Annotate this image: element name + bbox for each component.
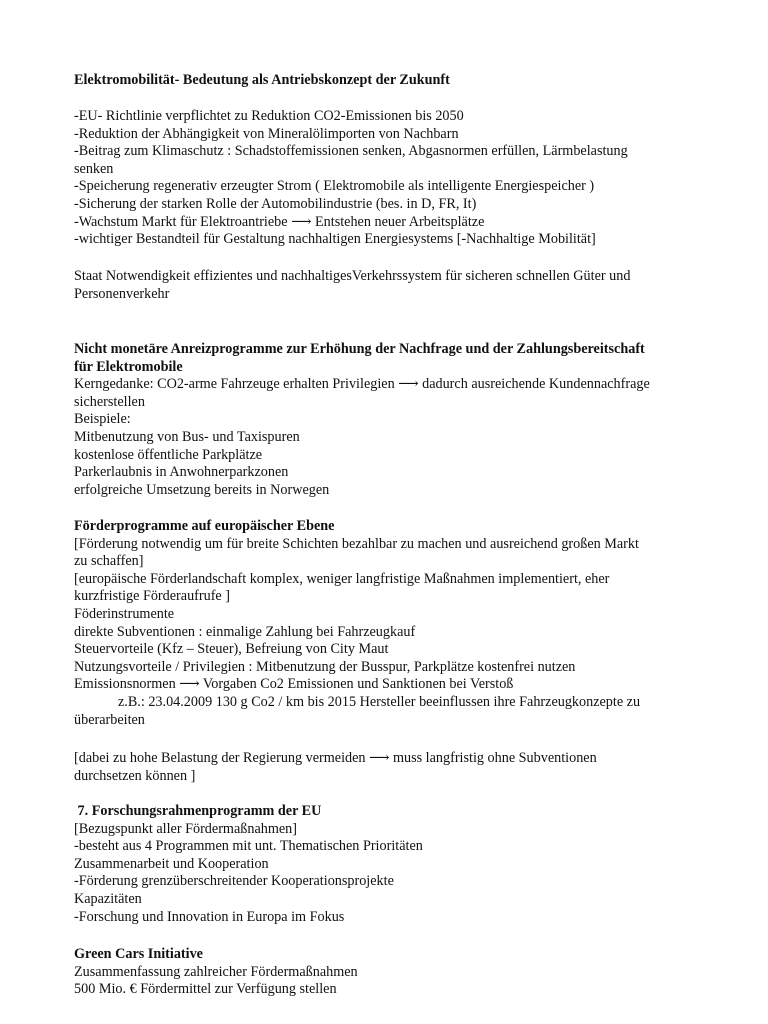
text-line: Zusammenarbeit und Kooperation [74, 855, 269, 872]
text-line: -Förderung grenzüberschreitender Kooperationsprojekte [74, 873, 394, 890]
text-line: Zusammenfassung zahlreicher Fördermaßnahmen [74, 963, 358, 980]
text-line: [europäische Förderlandschaft komplex, weniger langfristige Maßnahmen implementiert, eher [74, 570, 610, 587]
bullet-item: -Wachstum Markt für Elektroantriebe ⟶ Entstehen neuer Arbeitsplätze [74, 213, 485, 230]
bullet-list [74, 108, 694, 249]
paragraph-line: Personenverkehr [74, 285, 170, 302]
section-heading: Elektromobilität- Bedeutung als Antriebskonzept der Zukunft [74, 72, 450, 88]
section-foerderprogramme [74, 518, 694, 729]
text-line: direkte Subventionen : einmalige Zahlung bei Fahrzeugkauf [74, 623, 416, 640]
text-line: kurzfristige Förderaufrufe ] [74, 588, 230, 605]
text-line: 500 Mio. € Fördermittel zur Verfügung stellen [74, 981, 337, 998]
text-line: [Bezugspunkt aller Fördermaßnahmen] [74, 820, 297, 837]
text-line: zu schaffen] [74, 553, 144, 570]
text-line: -Forschung und Innovation in Europa im Fokus [74, 908, 345, 925]
bullet-item: -Sicherung der starken Rolle der Automobilindustrie (bes. in D, FR, It) [74, 195, 477, 212]
text-line: Beispiele: [74, 411, 131, 428]
text-line: überarbeiten [74, 711, 145, 728]
text-line: Parkerlaubnis in Anwohnerparkzonen [74, 464, 289, 481]
text-line: Kerngedanke: CO2-arme Fahrzeuge erhalten Privilegien ⟶ dadurch ausreichende Kundennachfrage [74, 376, 650, 393]
text-line: Föderinstrumente [74, 605, 175, 622]
paragraph-line: Staat Notwendigkeit effizientes und nachhaltigesVerkehrssystem für sicheren schnellen Güter und [74, 268, 631, 284]
section-green-cars [74, 946, 694, 999]
text-line: Nutzungsvorteile / Privilegien : Mitbenutzung der Busspur, Parkplätze kostenfrei nutzen [74, 658, 576, 675]
text-line: erfolgreiche Umsetzung bereits in Norwegen [74, 481, 330, 498]
bullet-item: senken [74, 160, 114, 177]
section-elektromobilitaet [74, 72, 694, 90]
bullet-item: -EU- Richtlinie verpflichtet zu Reduktion CO2-Emissionen bis 2050 [74, 108, 464, 124]
bullet-item: -Speicherung regenerativ erzeugter Strom ( Elektromobile als intelligente Energiespeicher ) [74, 178, 595, 195]
example-line: z.B.: 23.04.2009 130 g Co2 / km bis 2015 Hersteller beeinflussen ihre Fahrzeugkonzepte zu [118, 693, 641, 710]
note-block [74, 750, 694, 785]
text-line: kostenlose öffentliche Parkplätze [74, 446, 263, 463]
section-heading: 7. Forschungsrahmenprogramm der EU [74, 803, 322, 819]
text-line: sicherstellen [74, 393, 145, 410]
text-line: [dabei zu hohe Belastung der Regierung vermeiden ⟶ muss langfristig ohne Subventionen [74, 750, 597, 766]
text-line: [Förderung notwendig um für breite Schichten bezahlbar zu machen und ausreichend großen Markt [74, 535, 639, 552]
text-line: Emissionsnormen ⟶ Vorgaben Co2 Emissionen und Sanktionen bei Verstoß [74, 676, 514, 693]
paragraph [74, 268, 694, 303]
section-heading: Green Cars Initiative [74, 946, 203, 962]
text-line: Steuervorteile (Kfz – Steuer), Befreiung von City Maut [74, 641, 389, 658]
section-forschungsrahmenprogramm [74, 803, 694, 926]
section-heading: für Elektromobile [74, 358, 183, 375]
text-line: Kapazitäten [74, 890, 142, 907]
bullet-item: -Beitrag zum Klimaschutz : Schadstoffemissionen senken, Abgasnormen erfüllen, Lärmbelastung [74, 143, 628, 160]
section-heading: Förderprogramme auf europäischer Ebene [74, 518, 335, 534]
bullet-item: -Reduktion der Abhängigkeit von Mineralölimporten von Nachbarn [74, 125, 459, 142]
text-line: Mitbenutzung von Bus- und Taxispuren [74, 428, 300, 445]
section-anreizprogramme [74, 341, 694, 499]
section-heading: Nicht monetäre Anreizprogramme zur Erhöhung der Nachfrage und der Zahlungsbereitschaft [74, 341, 645, 357]
text-line: -besteht aus 4 Programmen mit unt. Thematischen Prioritäten [74, 838, 423, 855]
text-line: durchsetzen können ] [74, 767, 196, 784]
bullet-item: -wichtiger Bestandteil für Gestaltung nachhaltigen Energiesystems [-Nachhaltige Mobilität] [74, 231, 596, 248]
